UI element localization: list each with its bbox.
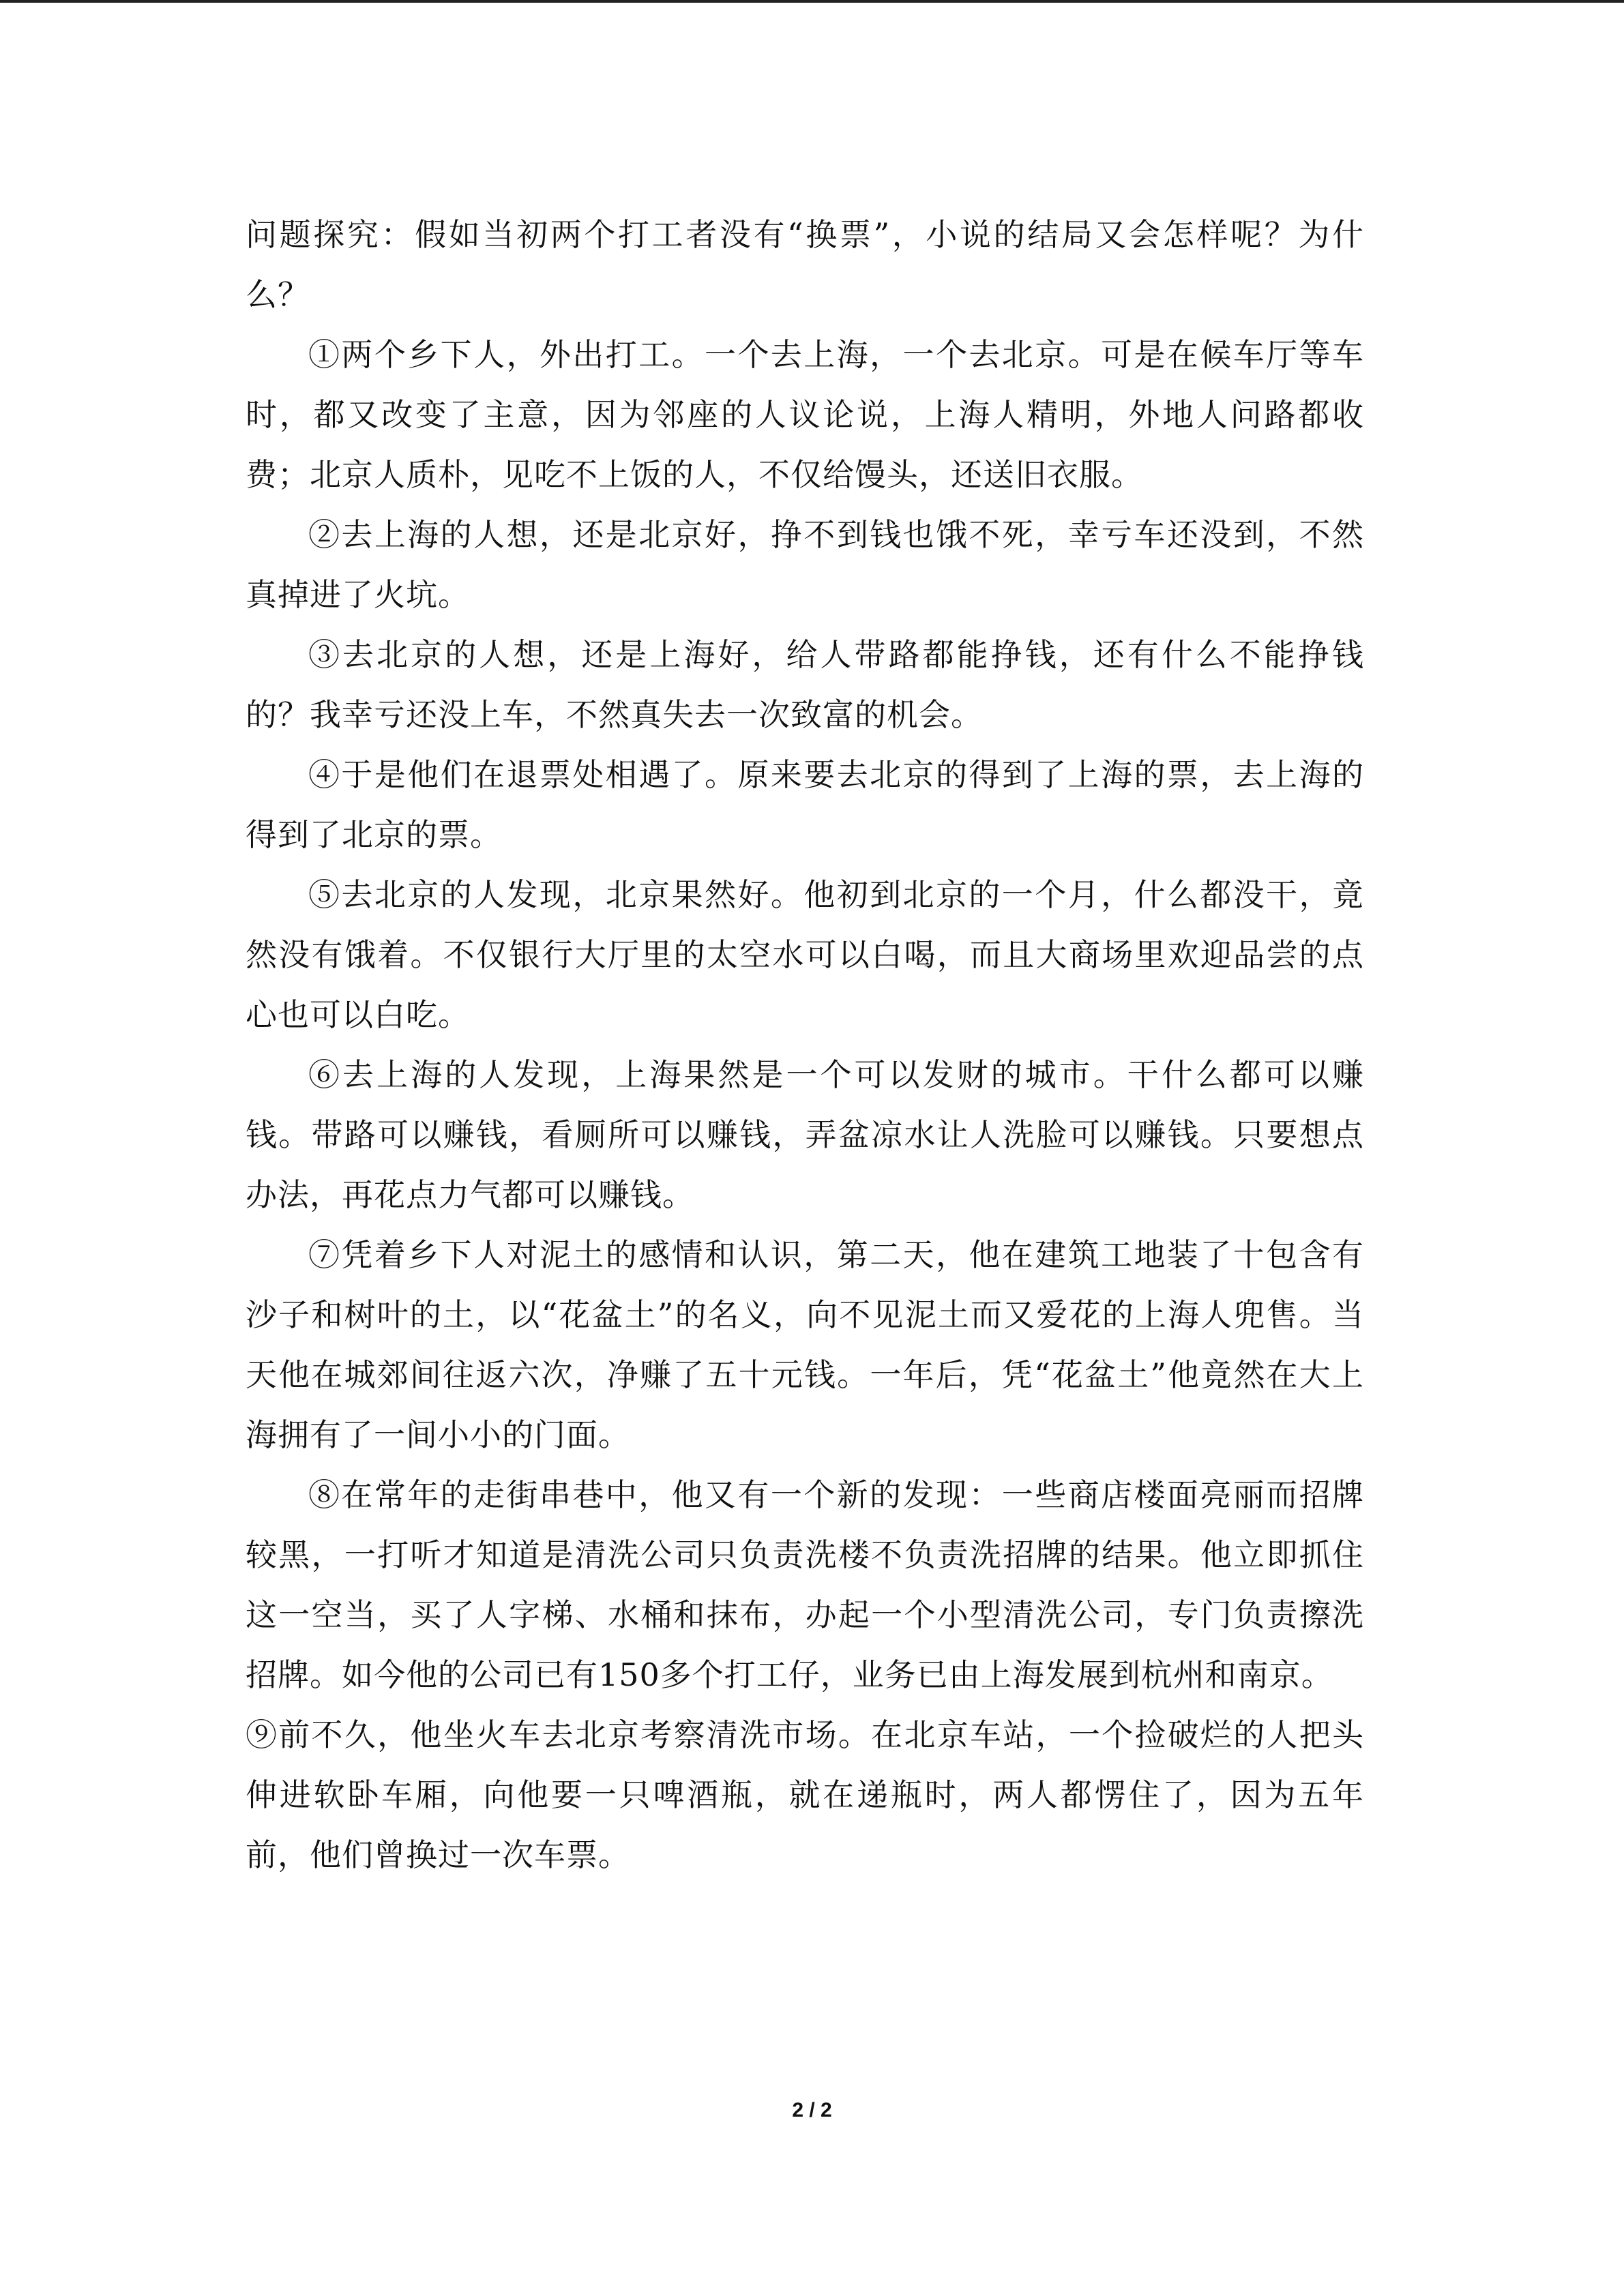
story-paragraph-7: ⑦凭着乡下人对泥土的感情和认识，第二天，他在建筑工地装了十包含有沙子和树叶的土，以“花盆土”的名义，向不见泥土而又爱花的上海人兜售。当天他在城郊间往返六次，净赚了五十元钱。一年后，凭“花盆土”他竟然在大上海拥有了一间小小的门面。 xyxy=(246,1236,1364,1453)
story-paragraph-3: ③去北京的人想，还是上海好，给人带路都能挣钱，还有什么不能挣钱的？我幸亏还没上车，不然真失去一次致富的机会。 xyxy=(246,636,1364,733)
story-paragraph-4: ④于是他们在退票处相遇了。原来要去北京的得到了上海的票，去上海的得到了北京的票。 xyxy=(246,756,1364,853)
page-number: 2 / 2 xyxy=(792,2099,832,2121)
story-paragraph-6: ⑥去上海的人发现，上海果然是一个可以发财的城市。干什么都可以赚钱。带路可以赚钱，看厕所可以赚钱，弄盆凉水让人洗脸可以赚钱。只要想点办法，再花点力气都可以赚钱。 xyxy=(246,1056,1364,1213)
story-paragraph-5: ⑤去北京的人发现，北京果然好。他初到北京的一个月，什么都没干，竟然没有饿着。不仅银行大厅里的太空水可以白喝，而且大商场里欢迎品尝的点心也可以白吃。 xyxy=(246,876,1364,1033)
question-paragraph: 问题探究：假如当初两个打工者没有“换票”，小说的结局又会怎样呢？为什么？ xyxy=(246,216,1364,313)
top-border-line xyxy=(0,0,1624,3)
document-body xyxy=(246,205,1364,1885)
story-paragraph-9: ⑨前不久，他坐火车去北京考察清洗市场。在北京车站，一个捡破烂的人把头伸进软卧车厢，向他要一只啤酒瓶，就在递瓶时，两人都愣住了，因为五年前，他们曾换过一次车票。 xyxy=(246,1716,1364,1873)
story-paragraph-2: ②去上海的人想，还是北京好，挣不到钱也饿不死，幸亏车还没到，不然真掉进了火坑。 xyxy=(246,516,1364,613)
story-paragraph-1: ①两个乡下人，外出打工。一个去上海，一个去北京。可是在候车厅等车时，都又改变了主意，因为邻座的人议论说，上海人精明，外地人问路都收费；北京人质朴，见吃不上饭的人，不仅给馒头，还送旧衣服。 xyxy=(246,336,1364,493)
story-paragraph-8: ⑧在常年的走街串巷中，他又有一个新的发现：一些商店楼面亮丽而招牌较黑，一打听才知道是清洗公司只负责洗楼不负责洗招牌的结果。他立即抓住这一空当，买了人字梯、水桶和抹布，办起一个小型清洗公司，专门负责擦洗招牌。如今他的公司已有150多个打工仔，业务已由上海发展到杭州和南京。 xyxy=(246,1476,1364,1693)
